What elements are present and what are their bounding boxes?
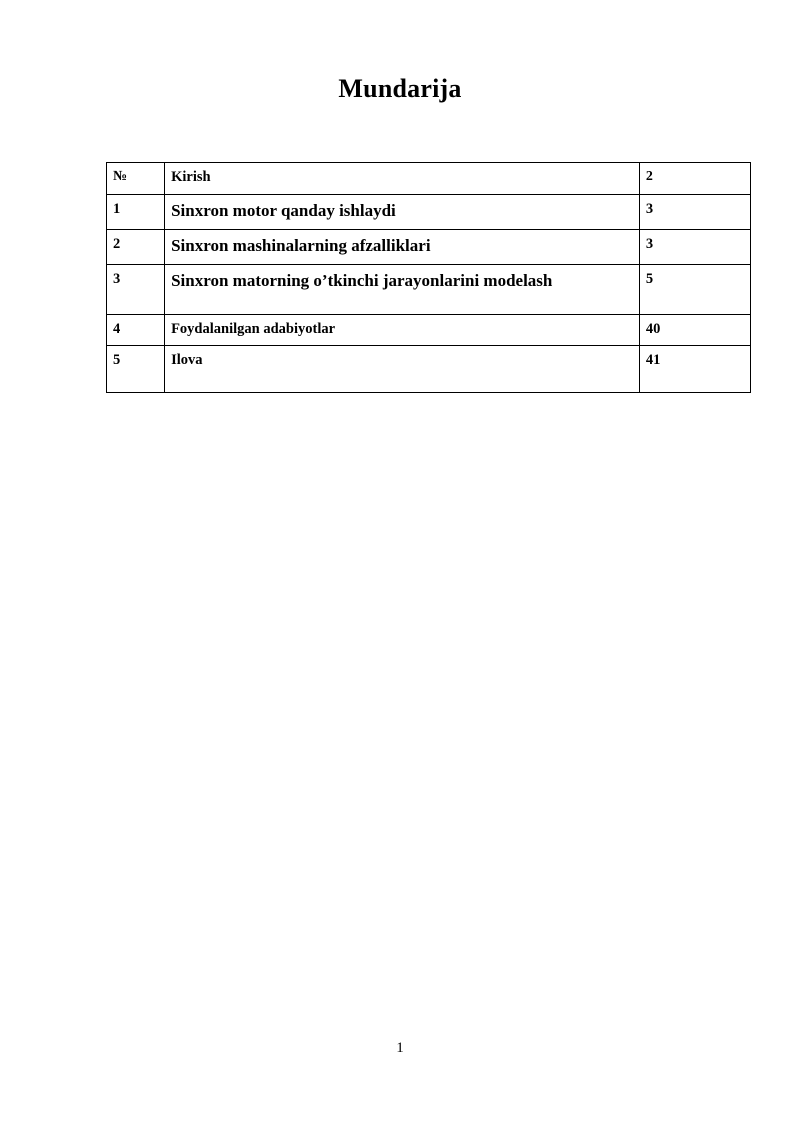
row-number: 1 (107, 194, 165, 229)
table-row (107, 163, 751, 195)
row-title: Kirish (165, 163, 640, 195)
row-title: Foydalanilgan adabiyotlar (165, 314, 640, 346)
row-number: 3 (107, 264, 165, 314)
row-number: № (107, 163, 165, 195)
row-title: Sinxron matorning o’tkinchi jarayonlarini modelash (165, 264, 640, 314)
row-title: Ilova (165, 346, 640, 393)
row-title: Sinxron motor qanday ishlaydi (165, 194, 640, 229)
row-title: Sinxron mashinalarning afzalliklari (165, 229, 640, 264)
row-page: 41 (639, 346, 750, 393)
row-page: 5 (639, 264, 750, 314)
table-of-contents (106, 162, 751, 393)
row-page: 2 (639, 163, 750, 195)
table-row (107, 264, 751, 314)
page-title: Mundarija (338, 74, 462, 103)
row-number: 2 (107, 229, 165, 264)
row-page: 3 (639, 229, 750, 264)
row-number: 5 (107, 346, 165, 393)
table-row (107, 346, 751, 393)
row-page: 40 (639, 314, 750, 346)
table-row (107, 194, 751, 229)
page-footer-number: 1 (396, 1040, 404, 1056)
row-number: 4 (107, 314, 165, 346)
table-row (107, 229, 751, 264)
table-row (107, 314, 751, 346)
row-page: 3 (639, 194, 750, 229)
